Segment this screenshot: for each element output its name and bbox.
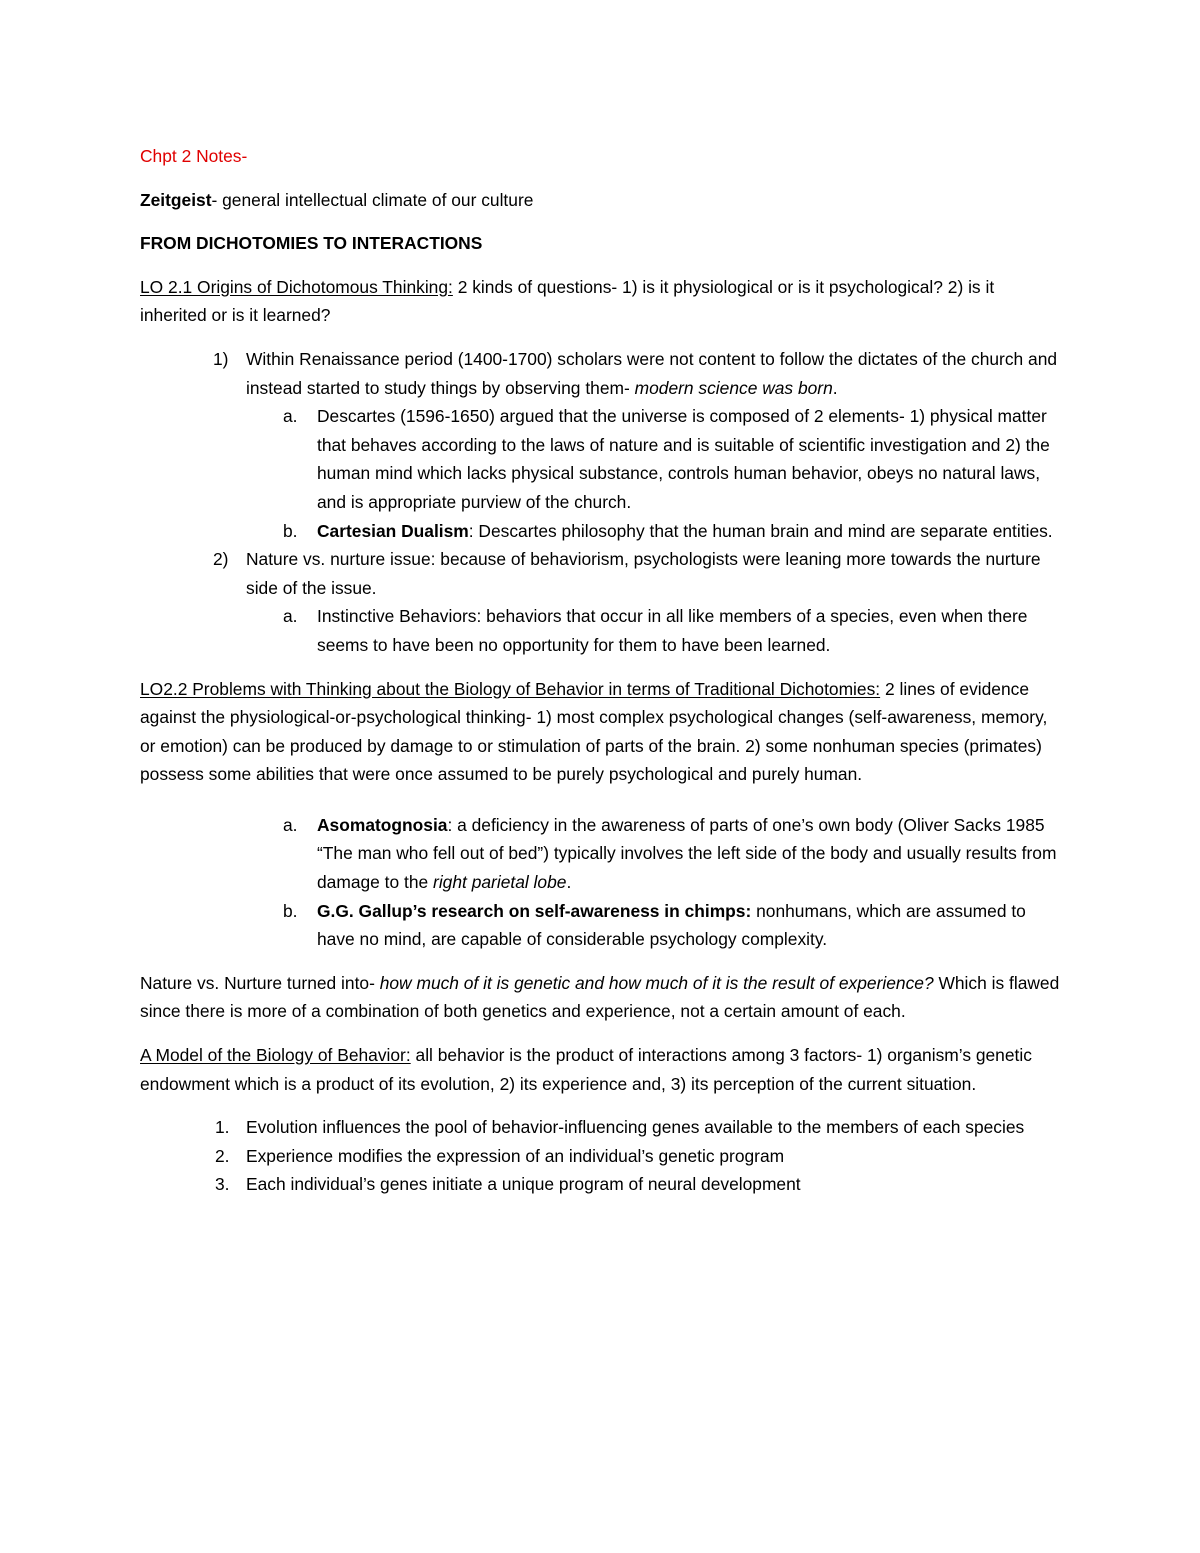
model-factors-list [140,1113,1065,1199]
list-marker: 3. [215,1174,230,1195]
list-marker: 2. [215,1145,230,1166]
lo21-label: LO 2.1 Origins of Dichotomous Thinking: [140,276,453,297]
zeitgeist-definition [140,186,1065,215]
list-marker: b. [283,520,298,541]
list-marker: a. [283,406,298,427]
list-item: 2) Nature vs. nurture issue: because of behaviorism, psychologists were leaning more towards the nurture side of the issue. [140,545,1065,602]
list-marker: 1) [213,348,229,369]
lo22-paragraph [140,675,1065,789]
document-body [140,142,1065,1199]
origins-list [140,345,1065,660]
zeitgeist-term: Zeitgeist [140,189,212,210]
list-item: 1. Evolution influences the pool of behavior-influencing genes available to the members of each species [140,1113,1065,1142]
model-text: all behavior is the product of interactions among 3 factors- 1) organism’s genetic endowment which is a product of its evolution, 2) its experience and, 3) its perception of the current situation. [140,1045,1032,1094]
lo22-label: LO2.2 Problems with Thinking about the Biology of Behavior in terms of Traditional Dichotomies: [140,678,881,699]
evidence-list [140,811,1065,954]
model-label: A Model of the Biology of Behavior: [140,1045,411,1066]
list-item: 2. Experience modifies the expression of an individual’s genetic program [140,1142,1065,1171]
list-marker: b. [283,900,298,921]
list-subitem: b. Cartesian Dualism: Descartes philosophy that the human brain and mind are separate entities. [140,517,1065,546]
list-subitem: a. Descartes (1596-1650) argued that the universe is composed of 2 elements- 1) physical matter that behaves according to the laws of nature and is suitable of scientific investigation and 2) the human mind which lacks physical substance, controls human behavior, obeys no natural laws, and is appropriate purview of the church. [140,402,1065,516]
zeitgeist-text: - general intellectual climate of our culture [211,189,534,210]
list-marker: a. [283,814,298,835]
list-item: 3. Each individual’s genes initiate a unique program of neural development [140,1170,1065,1199]
list-subitem: b. G.G. Gallup’s research on self-awareness in chimps: nonhumans, which are assumed to have no mind, are capable of considerable psychology complexity. [140,897,1065,954]
list-item: 1) Within Renaissance period (1400-1700) scholars were not content to follow the dictates of the church and instead started to study things by observing them- modern science was born. [140,345,1065,402]
section-heading: FROM DICHOTOMIES TO INTERACTIONS [140,233,483,254]
list-marker: 1. [215,1117,230,1138]
lo21-paragraph [140,273,1065,330]
list-marker: a. [283,606,298,627]
nature-nurture-paragraph: Nature vs. Nurture turned into- how much of it is genetic and how much of it is the result of experience? Which is flawed since there is more of a combination of both genetics and experience, not a certain amount of each. [140,972,1060,1022]
list-subitem: a. Asomatognosia: a deficiency in the awareness of parts of one’s own body (Oliver Sacks 1985 “The man who fell out of bed”) typically involves the left side of the body and usually results from damage to the right parietal lobe. [140,811,1065,897]
doc-title: Chpt 2 Notes- [140,146,248,166]
list-subitem: a. Instinctive Behaviors: behaviors that occur in all like members of a species, even when there seems to have been no opportunity for them to have been learned. [140,602,1065,659]
list-marker: 2) [213,549,229,570]
model-paragraph [140,1041,1065,1098]
lo21-text: 2 kinds of questions- 1) is it physiological or is it psychological? 2) is it inherited or is it learned? [140,276,995,326]
lo22-text: 2 lines of evidence against the physiological-or-psychological thinking- 1) most complex psychological changes (self-awareness, memory, or emotion) can be produced by damage to or stimulation of parts of the brain. 2) some nonhuman species (primates) possess some abilities that were once assumed to be purely psychological and purely human. [140,678,1048,785]
